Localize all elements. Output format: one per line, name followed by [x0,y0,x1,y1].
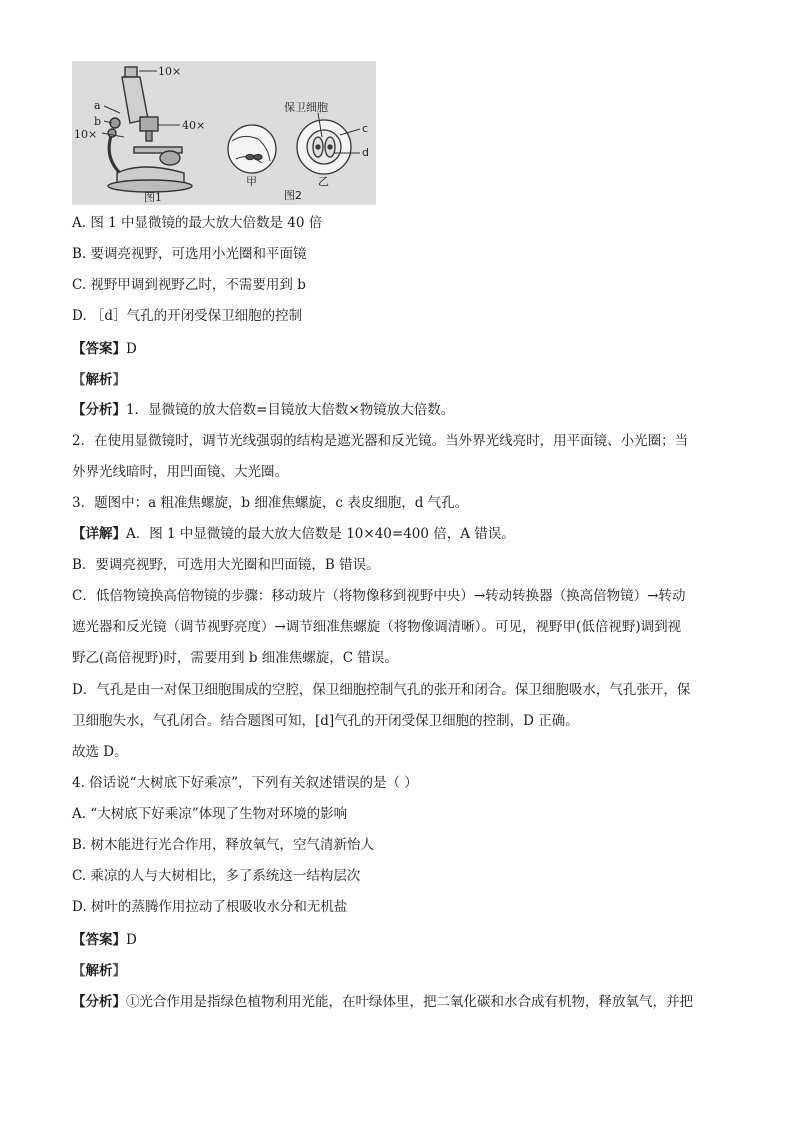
section-tag: 【答案】 [72,341,126,357]
text-line [72,400,454,420]
fig1-caption: 图1 [144,191,162,204]
text-line [72,992,693,1012]
section-tag: 【答案】 [72,932,126,948]
section-tag: 【详解】 [72,526,126,542]
section-tag: 解析 [85,963,113,979]
text-line [72,680,690,700]
line-text: D．气孔是由一对保卫细胞围成的空腔，保卫细胞控制气孔的张开和闭合。保卫细胞吸水，气孔张开，保 [72,682,691,698]
section-tag-bracketed: 【解析】 [72,372,126,388]
line-text: D [126,341,137,357]
line-text: ①光合作用是指绿色植物利用光能，在叶绿体里，把二氧化碳和水合成有机物，释放氧气，并把 [126,994,693,1010]
line-text: 野乙(高倍视野)时，需要用到 b 细准焦螺旋，C 错误。 [72,650,398,666]
text-line [72,306,302,326]
text-line [72,524,515,544]
text-line [72,370,126,390]
line-text: C．低倍物镜换高倍物镜的步骤：移动玻片（将物像移到视野中央）→转动转换器（换高倍物镜）→转动 [72,588,686,604]
label-a: a [94,99,101,112]
text-line [72,462,288,482]
line-text: D [126,932,137,948]
label-10x-left: 10× [74,128,98,141]
line-text: 外界光线暗时，用凹面镜、大光圈。 [72,464,288,480]
text-line [72,617,681,637]
line-text: D. ［d］气孔的开闭受保卫细胞的控制 [72,308,303,324]
label-yi: 乙 [318,175,329,188]
line-text: B．要调亮视野，可选用大光圈和凹面镜，B 错误。 [72,557,380,573]
label-d: d [362,146,369,159]
label-b: b [94,115,102,128]
line-text: 4. 俗话说“大树底下好乘凉”，下列有关叙述错误的是（ ） [72,775,418,791]
text-line [72,244,307,264]
line-text: 故选 D。 [72,744,128,760]
view-jia [228,125,276,173]
text-line [72,648,398,668]
label-10x-top: 10× [158,65,182,78]
line-text: A．图 1 中显微镜的最大放大倍数是 10×40=400 倍，A 错误。 [126,526,515,542]
eyepiece [125,67,137,77]
line-text: 3．题图中：a 粗准焦螺旋，b 细准焦螺旋，c 表皮细胞，d 气孔。 [72,495,469,511]
section-tag: 【分析】 [72,402,126,418]
text-line [72,897,347,917]
text-line [72,493,468,513]
text-line [72,835,374,855]
text-line [72,431,688,451]
line-text: 遮光器和反光镜（调节视野亮度）→调节细准焦螺旋（将物像调清晰）。可见，视野甲(低倍视野)调到视 [72,619,682,635]
section-tag: 【分析】 [72,994,126,1010]
line-text: C. 乘凉的人与大树相比，多了系统这一结构层次 [72,868,361,884]
mirror [160,151,180,165]
fig2-caption: 图2 [284,189,302,202]
line-text: C. 视野甲调到视野乙时，不需要用到 b [72,277,306,293]
microscope-figure [72,61,376,205]
text-line [72,742,128,762]
nosepiece [140,117,158,131]
text-line [72,773,418,793]
section-tag: 解析 [85,372,113,388]
text-line [72,586,685,606]
line-text: D. 树叶的蒸腾作用拉动了根吸收水分和无机盐 [72,899,348,915]
label-c: c [362,122,369,135]
line-text: 卫细胞失水，气孔闭合。结合题图可知，[d]气孔的开闭受保卫细胞的控制，D 正确。 [72,713,579,729]
section-tag-bracketed: 【解析】 [72,963,126,979]
line-text: A. “大树底下好乘凉”体现了生物对环境的影响 [72,806,348,822]
text-line [72,275,306,295]
label-guard-cell: 保卫细胞 [284,101,328,114]
lens-tube [122,77,148,123]
text-line [72,961,126,981]
text-line [72,866,360,886]
text-line [72,711,579,731]
text-line [72,930,137,950]
label-jia: 甲 [246,175,257,188]
text-line [72,213,322,233]
text-line [72,555,380,575]
text-line [72,339,137,359]
label-40x: 40× [182,119,206,132]
line-text: 2．在使用显微镜时，调节光线强弱的结构是遮光器和反光镜。当外界光线亮时，用平面镜、小光圈；当 [72,433,689,449]
microscope-diagram [72,61,376,205]
line-text: 1．显微镜的放大倍数=目镜放大倍数×物镜放大倍数。 [126,402,455,418]
line-text: B. 要调亮视野，可选用小光圈和平面镜 [72,246,307,262]
line-text: B. 树木能进行光合作用，释放氧气，空气清新怡人 [72,837,375,853]
line-text: A. 图 1 中显微镜的最大放大倍数是 40 倍 [72,215,323,231]
text-line [72,804,347,824]
